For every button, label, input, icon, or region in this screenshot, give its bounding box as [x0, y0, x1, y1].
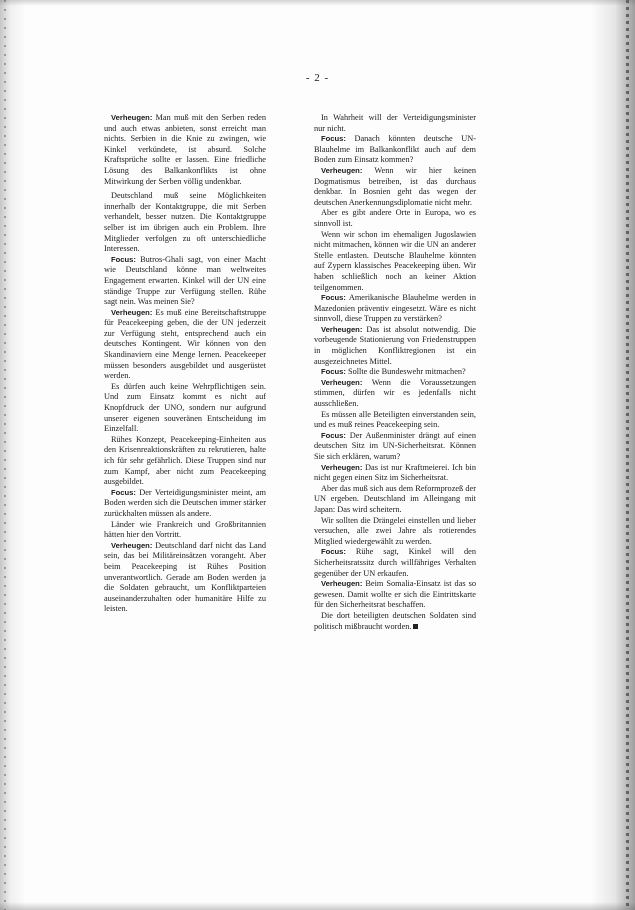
interview-paragraph — [314, 166, 476, 208]
speaker-label: Verheugen: — [111, 113, 153, 122]
paragraph-text: Deutschland muß seine Möglichkeiten innerhalb der Kontaktgruppe, die mit Serben verhandelt, besser nutzen. Die Kontaktgruppe selber ist im übrigen auch ein Problem. Ihre Mitglieder verfolgen zu oft unterschiedliche Interessen. — [104, 191, 266, 254]
interview-paragraph — [314, 293, 476, 325]
interview-paragraph — [104, 382, 266, 435]
interview-paragraph — [314, 113, 476, 134]
paragraph-text: Rühe sagt, Kinkel will den Sicherheitsratssitz durch willfähriges Verhalten gegenüber der UN erkaufen. — [314, 547, 476, 578]
interview-paragraph — [314, 484, 476, 516]
paragraph-text: Rühes Konzept, Peacekeeping-Einheiten aus den Krisenreaktionskräften zu rekrutieren, halte ich für sehr gefährlich. Diese Truppen sind nur zum Kampf, aber nicht zum Peacekeeping ausgebildet. — [104, 434, 266, 487]
paragraph-text: Aber es gibt andere Orte in Europa, wo es sinnvoll ist. — [314, 208, 476, 228]
end-of-article-mark — [413, 624, 418, 629]
interview-paragraph — [314, 611, 476, 632]
right-text-column — [314, 113, 476, 632]
speaker-label: Focus: — [321, 293, 346, 303]
paragraph-text: Die dort beteiligten deutschen Soldaten sind politisch mißbraucht worden. — [314, 610, 476, 631]
paragraph-text: Butros-Ghali sagt, von einer Macht wie Deutschland könne man weltweites Engagement erwarten. Kinkel will der UN eine ständige Truppe zur Verfügung stellen. Rühe sagt nein. Was meinen Sie? — [104, 254, 266, 307]
scan-edge-left — [0, 0, 26, 910]
scan-edge-top — [0, 0, 635, 6]
paragraph-text: Länder wie Frankreich und Großbritannien hätten hier den Vortritt. — [104, 519, 266, 540]
speaker-label: Focus: — [321, 134, 346, 144]
speaker-label: Verheugen: — [321, 579, 363, 589]
interview-paragraph — [314, 431, 476, 463]
paragraph-text: Deutschland darf nicht das Land sein, das bei Militäreinsätzen vorangeht. Aber beim Peacekeeping ist Rühes Position unverantwortlich. Gerade am Boden werden ja die Soldaten gebraucht, um Konfliktparteien auseinanderzuhalten oder humanitäre Hilfe zu leisten. — [104, 540, 266, 614]
paragraph-text: Das ist absolut notwendig. Die vorbeugende Stationierung von Friedenstruppen in möglichen Konfliktregionen ist ein ausgezeichnetes Mittel. — [314, 324, 476, 366]
paragraph-text: Es dürfen auch keine Wehrpflichtigen sein. Und zum Einsatz kommt es nicht auf Knopfdruck der UNO, sondern nur aufgrund unserer eigenen souveränen Entscheidung im Einzelfall. — [104, 381, 266, 434]
interview-paragraph — [104, 255, 266, 308]
paragraph-text: Wenn wir hier keinen Dogmatismus betreiben, ist das durchaus denkbar. In Bosnien geht das wegen der deutschen Anerkennungsdiplomatie nicht mehr. — [314, 165, 476, 207]
paragraph-text: Man muß mit den Serben reden und auch etwas anbieten, sonst erreicht man nichts. Serbien in die Knie zu zwingen, wie Kinkel verkündete, ist absurd. Solche Kraftsprüche sollte er lassen. Eine friedliche Lösung des Balkankonflikts ist ohne Mitwirkung der Serben völlig undenkbar. — [104, 113, 266, 186]
interview-paragraph — [314, 378, 476, 410]
page-number: - 2 - — [305, 72, 330, 84]
interview-paragraph — [314, 579, 476, 611]
paragraph-text: Aber das muß sich aus dem Reformprozeß der UN ergeben. Deutschland im Alleingang mit Japan: Das wird scheitern. — [314, 483, 476, 514]
speaker-label: Verheugen: — [321, 377, 363, 387]
paragraph-text: Der Verteidigungsminister meint, am Boden werden sich die Deutschen immer stärker zurückhalten müssen als andere. — [104, 487, 266, 518]
interview-paragraph — [314, 134, 476, 166]
speaker-label: Focus: — [321, 367, 346, 377]
interview-paragraph — [104, 520, 266, 541]
paragraph-text: Wenn die Voraussetzungen stimmen, dürfen wir es jedenfalls nicht ausschließen. — [314, 377, 476, 409]
paragraph-text: Amerikanische Blauhelme werden in Mazedonien präventiv eingesetzt. Wäre es nicht sinnvoll, diese Truppen zu verstärken? — [314, 293, 476, 324]
interview-paragraph — [104, 488, 266, 520]
speaker-label: Focus: — [321, 547, 346, 557]
interview-paragraph — [314, 208, 476, 229]
interview-paragraph — [104, 191, 266, 255]
paragraph-text: Wenn wir schon im ehemaligen Jugoslawien nicht mitmachen, können wir die UN an anderer Stelle entlasten. Deutsche Blauhelme könnten auf Zypern klassisches Peacekeeping üben. Wir haben schließlich noch an keiner Aktion teilgenommen. — [314, 229, 476, 292]
speaker-label: Verheugen: — [111, 307, 153, 317]
interview-paragraph — [104, 435, 266, 488]
speaker-label: Verheugen: — [321, 462, 363, 472]
paragraph-text: Danach könnten deutsche UN-Blauhelme im Balkankonflikt auch auf dem Boden zum Einsatz kommen? — [314, 134, 476, 165]
speaker-label: Verheugen: — [111, 540, 153, 550]
interview-paragraph — [314, 230, 476, 294]
paragraph-text: In Wahrheit will der Verteidigungsminister nur nicht. — [314, 113, 476, 133]
interview-paragraph — [314, 547, 476, 579]
speaker-label: Focus: — [111, 254, 136, 264]
paragraph-text: Der Außenminister drängt auf einen deutschen Sitz im UN-Sicherheitsrat. Können Sie sich erklären, warum? — [314, 430, 476, 461]
paragraph-text: Beim Somalia-Einsatz ist das so gewesen. Damit wollte er sich die Eintrittskarte für den Sicherheitsrat beschaffen. — [314, 579, 476, 610]
speaker-label: Focus: — [321, 430, 346, 440]
interview-paragraph — [314, 516, 476, 548]
interview-paragraph — [104, 113, 266, 187]
interview-paragraph — [104, 541, 266, 615]
scan-edge-bottom — [0, 902, 635, 910]
interview-paragraph — [314, 367, 476, 378]
paragraph-text: Es müssen alle Beteiligten einverstanden sein, und es muß reines Peacekeeping sein. — [314, 409, 476, 430]
paragraph-text: Sollte die Bundeswehr mitmachen? — [345, 367, 466, 377]
interview-paragraph — [314, 325, 476, 367]
paragraph-text: Wir sollten die Drängelei einstellen und lieber versuchen, alle zwei Jahre als rotierendes Mitglied wiedergewählt zu werden. — [314, 515, 476, 546]
scan-edge-right — [591, 0, 635, 910]
interview-paragraph — [314, 410, 476, 431]
left-text-column — [104, 113, 266, 615]
speaker-label: Verheugen: — [321, 324, 363, 334]
speaker-label: Focus: — [111, 487, 136, 497]
interview-paragraph — [104, 308, 266, 382]
paragraph-text: Das ist nur Kraftmeierei. Ich bin nicht gegen einen Sitz im Sicherheitsrat. — [314, 462, 476, 483]
paragraph-text: Es muß eine Bereitschaftstruppe für Peacekeeping geben, die der UN jederzeit zur Verfügung steht, entsprechend auch ein deutsches Kontingent. Wir können von den Skandinaviern eine Menge lernen. Peacekeeper müssen besonders ausgebildet und ausgerüstet werden. — [104, 307, 266, 381]
interview-paragraph — [314, 463, 476, 484]
speaker-label: Verheugen: — [321, 165, 363, 175]
